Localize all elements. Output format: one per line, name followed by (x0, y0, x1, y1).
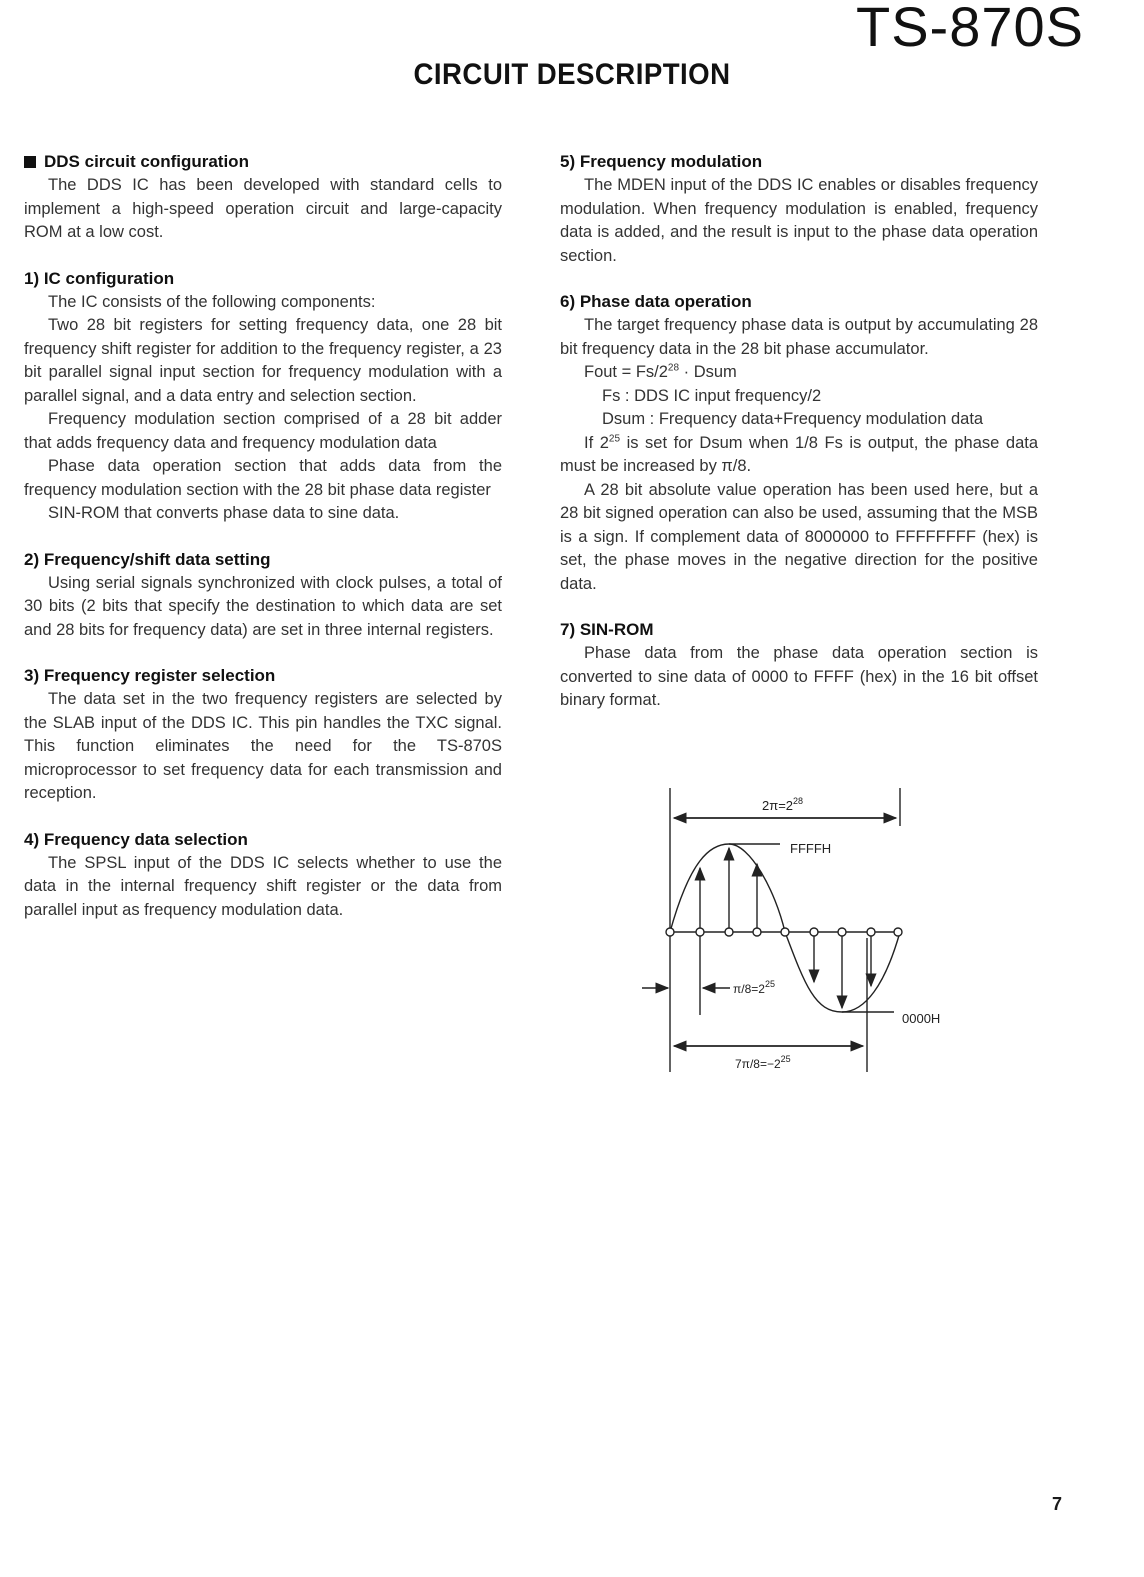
paragraph: A 28 bit absolute value operation has been used here, but a 28 bit signed operation can also be used, assuming that the MSB is a sign. If complement data of 8000000 to FFFFFFFF (hex) is set, the phase moves in the negative direction for the positive data. (560, 480, 1038, 593)
paragraph: The SPSL input of the DDS IC selects whether to use the data in the internal frequency shift register or the data from parallel input as frequency modulation data. (24, 853, 502, 919)
paragraph: The data set in the two frequency registers are selected by the SLAB input of the DDS IC. This pin handles the TXC signal. This function eliminates the need for the TS-870S microprocessor to set frequency data for each transmission and reception. (24, 690, 502, 802)
paragraph: Two 28 bit registers for setting frequency data, one 28 bit frequency shift register for addition to the frequency register, a 23 bit parallel signal input section for frequency modulation with a parallel signal, and a data entry and selection section. (24, 316, 502, 405)
section-frequency-modulation (560, 150, 1038, 268)
paragraph: Phase data operation section that adds data from the frequency modulation section with the 28 bit phase data register (24, 457, 502, 499)
section-heading: 2) Frequency/shift data setting (24, 549, 271, 569)
model-number: TS-870S (856, 0, 1084, 58)
square-bullet-icon (24, 156, 36, 168)
section-heading: 6) Phase data operation (560, 292, 752, 311)
paragraph: The MDEN input of the DDS IC enables or disables frequency modulation. When frequency modulation is enabled, frequency data is added, and the result is input to the phase data operation section. (560, 176, 1038, 265)
page-title: CIRCUIT DESCRIPTION (413, 58, 731, 91)
label-ffffh: FFFFH (790, 841, 832, 856)
section-heading: 3) Frequency register selection (24, 666, 276, 685)
section-heading (24, 150, 502, 174)
sample-points (666, 928, 902, 936)
label-pi8: $\pi/8=2^{25}$ (733, 979, 775, 996)
section-heading: 1) IC configuration (24, 268, 175, 288)
sine-phase-diagram (630, 780, 970, 1080)
section-heading: 7) SIN-ROM (560, 620, 654, 639)
page-number: 7 (1051, 1494, 1062, 1514)
heading-text: DDS circuit configuration (44, 152, 249, 171)
section-frequency-register-selection (24, 664, 502, 806)
paragraph: If $2^{25}$ is set for Dsum when 1/8 Fs is output, the phase data must be increased by π/8. (560, 433, 1038, 475)
formula-fs: Fs : DDS IC input frequency/2 (602, 386, 822, 405)
section-sin-rom (560, 618, 1038, 713)
section-heading: 4) Frequency data selection (24, 829, 248, 849)
section-heading: 5) Frequency modulation (560, 152, 763, 171)
paragraph: The IC consists of the following components: (48, 292, 376, 311)
section-frequency-shift-setting (24, 548, 502, 643)
section-phase-data-operation (560, 290, 1038, 596)
label-2pi: $2\pi=2^{28}$ (762, 796, 804, 813)
paragraph: Phase data from the phase data operation section is converted to sine data of 0000 to FFFF (hex) in the 16 bit offset binary format. (560, 644, 1038, 709)
label-0000h: 0000H (902, 1011, 941, 1026)
paragraph: SIN-ROM that converts phase data to sine data. (48, 504, 400, 522)
section-dds-configuration (24, 150, 502, 245)
section-ic-configuration (24, 267, 502, 526)
formula-fout: Fout = $Fs/2^{28}$ · Dsum (584, 362, 737, 381)
paragraph: The target frequency phase data is output by accumulating 28 bit frequency data in the 28 bit phase accumulator. (560, 316, 1038, 358)
left-column (24, 150, 502, 944)
right-column (560, 150, 1038, 735)
section-frequency-data-selection (24, 828, 502, 923)
label-7pi8: $7\pi/8=-2^{25}$ (735, 1054, 791, 1071)
paragraph: Frequency modulation section comprised of a 28 bit adder that adds frequency data and frequency modulation data (24, 410, 502, 452)
paragraph: Using serial signals synchronized with clock pulses, a total of 30 bits (2 bits that specify the destination to which data are set and 28 bits for frequency data) are set in three internal registers. (24, 573, 502, 639)
paragraph: The DDS IC has been developed with standard cells to implement a high-speed operation circuit and large-capacity ROM at a low cost. (24, 176, 502, 241)
formula-dsum: Dsum : Frequency data+Frequency modulation data (602, 410, 984, 428)
